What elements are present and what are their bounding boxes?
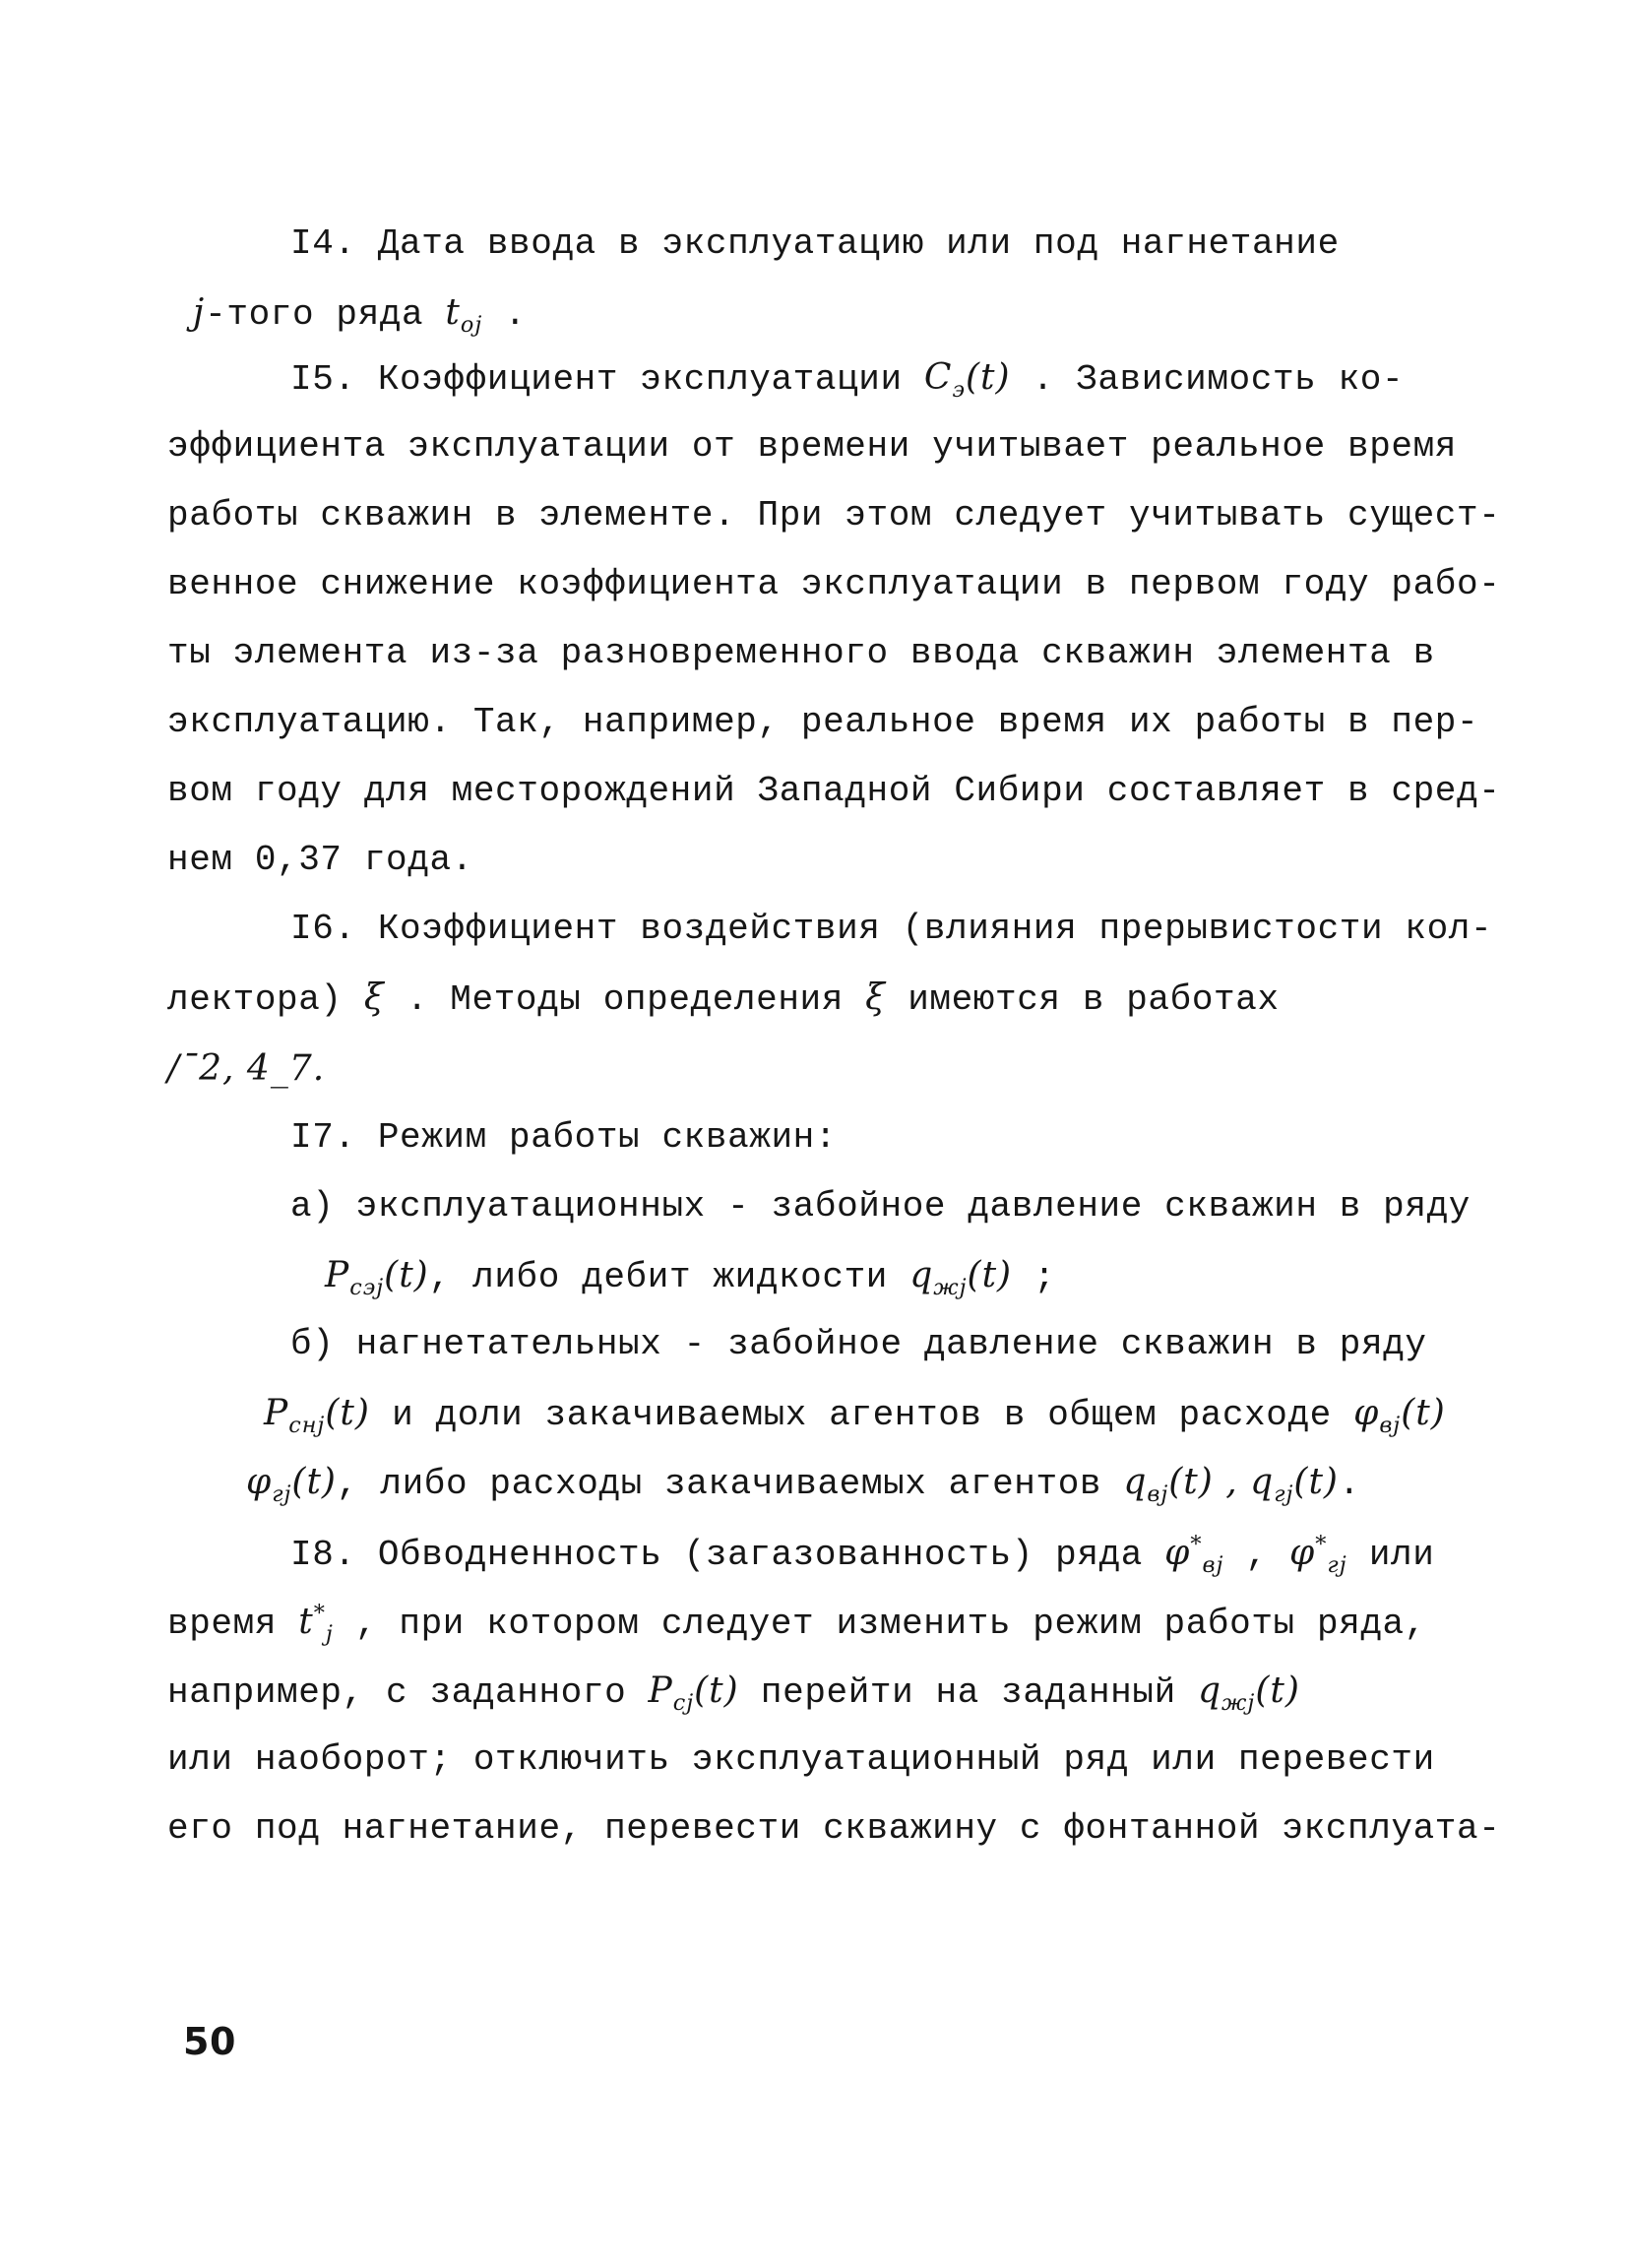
page-number: 50 — [183, 2020, 237, 2063]
superscript: * — [313, 1601, 326, 1626]
text: I4. Дата ввода в эксплуатацию или под нагнетание — [290, 223, 1340, 264]
text-line — [264, 1388, 1446, 1441]
math: P — [264, 1393, 289, 1433]
text: I5. Коэффициент эксплуатации — [290, 359, 924, 400]
subscript: гj — [1274, 1481, 1294, 1508]
math: P — [648, 1670, 673, 1711]
math: φ — [1164, 1533, 1191, 1573]
text-line — [325, 1250, 1056, 1303]
text: . Зависимость ко- — [1010, 359, 1405, 400]
text-line — [290, 1112, 837, 1164]
text: , при котором следует изменить режим работы ряда, — [333, 1604, 1426, 1644]
math: (t) — [384, 1255, 429, 1295]
math: (t) — [694, 1670, 739, 1711]
text: нем 0,37 года. — [167, 840, 473, 880]
math: t — [298, 1602, 314, 1642]
subscript: э — [952, 377, 966, 404]
text: б) нагнетательных - забойное давление скважин в ряду — [290, 1324, 1427, 1364]
text: эксплуатацию. Так, например, реальное время их работы в пер- — [167, 702, 1479, 742]
text: -того ряда — [205, 294, 446, 335]
math: q — [1123, 1462, 1148, 1502]
math: j — [193, 292, 206, 333]
text-line — [167, 697, 1478, 748]
text-line — [290, 1319, 1427, 1370]
subscript: j — [325, 1621, 334, 1648]
math: (t) — [967, 1255, 1013, 1295]
text-line — [290, 904, 1492, 955]
text: ты элемента из-за разновременного ввода скважин элемента в — [167, 633, 1435, 673]
math: φ — [1353, 1393, 1380, 1433]
text: перейти на заданный — [738, 1672, 1198, 1713]
text: венное снижение коэффициента эксплуатации в первом году рабо- — [167, 564, 1501, 604]
text: . Методы определения — [384, 979, 866, 1020]
math: q — [909, 1255, 934, 1295]
text: . — [1338, 1464, 1361, 1504]
text-line — [167, 559, 1500, 610]
math: (t) — [325, 1393, 370, 1433]
text-line — [167, 628, 1435, 679]
math: (t) — [1401, 1393, 1446, 1433]
text: лектора) — [167, 979, 364, 1020]
subscript: вj — [1147, 1481, 1169, 1508]
text-line — [290, 1181, 1471, 1232]
math: (t) — [291, 1462, 337, 1502]
math: P — [325, 1255, 350, 1295]
math: (t) — [1293, 1462, 1339, 1502]
text: или наоборот; отключить эксплуатационный ряд или перевести — [167, 1739, 1435, 1780]
text: имеются в работах — [885, 979, 1280, 1020]
text: I7. Режим работы скважин: — [290, 1117, 838, 1158]
subscript: снj — [288, 1413, 326, 1439]
math: ξ — [865, 977, 886, 1018]
text-line — [167, 1666, 1300, 1719]
subscript: oj — [460, 312, 483, 339]
text: или — [1346, 1535, 1435, 1575]
text-line — [193, 287, 527, 341]
math: ξ — [363, 977, 385, 1018]
math: q — [1197, 1670, 1222, 1711]
text: эффициента эксплуатации от времени учитывает реальное время — [167, 426, 1458, 467]
subscript: гj — [1327, 1552, 1347, 1579]
text-line — [167, 1734, 1435, 1786]
text: а) эксплуатационных - забойное давление скважин в ряду — [290, 1186, 1471, 1227]
text: ; — [1012, 1257, 1056, 1297]
subscript: жj — [933, 1275, 968, 1301]
text-line — [167, 1597, 1426, 1650]
text: , — [1223, 1535, 1290, 1575]
math: φ — [1289, 1533, 1316, 1573]
math: φ — [246, 1462, 273, 1502]
subscript: сj — [672, 1690, 695, 1717]
math: t — [445, 292, 461, 333]
subscript: гj — [272, 1481, 292, 1508]
text-line — [167, 973, 1280, 1026]
text: например, с заданного — [167, 1672, 649, 1713]
text-line — [246, 1457, 1360, 1510]
subscript: жj — [1221, 1690, 1256, 1717]
text: , либо расходы закачиваемых агентов — [336, 1464, 1124, 1504]
text-line — [167, 835, 473, 886]
text-line — [290, 1528, 1434, 1581]
text: время — [167, 1604, 299, 1644]
text: вом году для месторождений Западной Сибири составляет в сред- — [167, 771, 1501, 811]
text-line — [167, 1803, 1500, 1855]
text: работы скважин в элементе. При этом следует учитывать сущест- — [167, 495, 1501, 536]
superscript: * — [1190, 1532, 1203, 1557]
math: (t) — [1255, 1670, 1300, 1711]
math: (t) — [965, 357, 1011, 398]
text: его под нагнетание, перевести скважину с фонтанной эксплуата- — [167, 1808, 1501, 1849]
math: C — [923, 357, 953, 398]
text-line — [167, 766, 1500, 817]
text: I6. Коэффициент воздействия (влияния прерывистости кол- — [290, 909, 1493, 949]
text: . — [482, 294, 527, 335]
text: и доли закачиваемых агентов в общем расходе — [369, 1395, 1354, 1435]
subscript: вj — [1202, 1552, 1224, 1579]
subscript: вj — [1379, 1413, 1402, 1439]
text-line — [167, 490, 1500, 541]
text: , либо дебит жидкости — [428, 1257, 910, 1297]
text-line — [167, 421, 1457, 472]
reference: /¯2, 4_7. — [167, 1048, 326, 1089]
superscript: * — [1315, 1532, 1328, 1557]
text-line — [290, 352, 1404, 406]
math: (t) , q — [1168, 1462, 1275, 1502]
text-line — [290, 219, 1340, 270]
text: I8. Обводненность (загазованность) ряда — [290, 1535, 1165, 1575]
subscript: сэj — [349, 1275, 385, 1301]
text-line — [167, 1043, 325, 1097]
